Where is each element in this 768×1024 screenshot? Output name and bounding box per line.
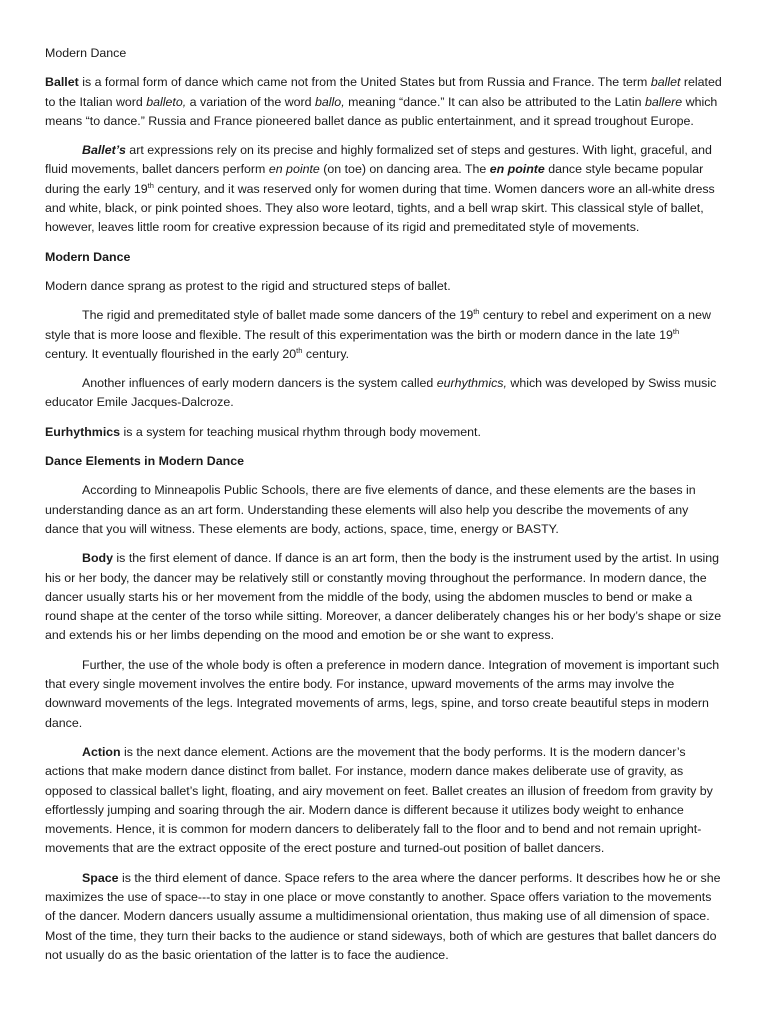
paragraph-action-element: Action is the next dance element. Actions are the movement that the body performs. It is the modern dancer’s actions that make modern dance distinct from ballet. For instance, modern dance makes deliberate use of gravity, as opposed to classical ballet’s light, floating, and airy movement on feet. Ballet creates an illusion of freedom from gravity by effortlessly jumping and soaring through the air. Modern dance is different because it utilizes body weight to enhance movements. Hence, it is common for modern dancers to deliberately fall to the floor and to bend and not remain upright-movements that are the extract opposite of the erect posture and turned-out position of ballet dancers. — [45, 744, 713, 856]
section-heading-modern-dance: Modern Dance — [45, 249, 131, 264]
paragraph-ballet-art: Ballet’s art expressions rely on its precise and highly formalized set of steps and gestures. With light, graceful, and fluid movements, ballet dancers perform en pointe (on toe) on dancing area. The en pointe dance style became popular during the early 19th century, and it was reserved only for women during that time. Women dancers wore an all-white dress and white, black, or pink pointed shoes. They also wore leotard, tights, and a bell wrap skirt. This classical style of ballet, however, leaves little room for creative expression because of its rigid and premeditated style of movements. — [45, 143, 715, 235]
paragraph-eurhythmics-influence: Another influences of early modern dancers is the system called eurhythmics, which was developed by Swiss music educator Emile Jacques-Dalcroze. — [45, 376, 717, 410]
section-heading-dance-elements: Dance Elements in Modern Dance — [45, 454, 244, 469]
paragraph-elements-intro: According to Minneapolis Public Schools, there are five elements of dance, and these elements are the bases in understanding dance as an art form. Understanding these elements will also help you describe the movements of any dance that you will witness. These elements are body, actions, space, time, energy or BASTY. — [45, 483, 696, 536]
paragraph-whole-body: Further, the use of the whole body is often a preference in modern dance. Integration of movement is important such that every single movement involves the entire body. For instance, upward movements of the arms may involve the downward movements of the legs. Integrated movements of arms, legs, spine, and torso create beautiful steps in modern dance. — [45, 657, 720, 730]
term-body: Body — [82, 551, 113, 566]
document-title: Modern Dance — [45, 46, 127, 60]
paragraph-ballet-intro: Ballet is a formal form of dance which came not from the United States but from Russia and France. The term ballet related to the Italian word balleto, a variation of the word ballo, meaning “dance.” It can also be attributed to the Latin ballere which means “to dance.” Russia and France pioneered ballet dance as public entertainment, and it spread troughout Europe. — [45, 75, 722, 128]
document-page — [45, 44, 725, 975]
paragraph-modern-protest: Modern dance sprang as protest to the rigid and structured steps of ballet. — [45, 278, 451, 293]
term-space: Space — [82, 870, 119, 885]
paragraph-eurhythmics-definition: Eurhythmics is a system for teaching musical rhythm through body movement. — [45, 424, 481, 439]
term-ballets: Ballet’s — [82, 143, 126, 158]
term-eurhythmics: Eurhythmics — [45, 424, 121, 439]
paragraph-modern-origin: The rigid and premeditated style of ballet made some dancers of the 19th century to rebel and experiment on a new style that is more loose and flexible. The result of this experimentation was the birth or modern dance in the late 19th century. It eventually flourished in the early 20th century. — [45, 307, 711, 361]
term-ballet: Ballet — [45, 75, 79, 90]
paragraph-space-element: Space is the third element of dance. Space refers to the area where the dancer performs. It describes how he or she maximizes the use of space---to stay in one place or move constantly to another. Space offers variation to the movements of the dancer. Modern dancers usually assume a multidimensional orientation, thus making use of all dimension of space. Most of the time, they turn their backs to the audience or stand sideways, both of which are gestures that ballet dancers do not usually do as the basic orientation of the latter is to face the audience. — [45, 870, 721, 962]
paragraph-body-element: Body is the first element of dance. If dance is an art form, then the body is the instrument used by the artist. In using his or her body, the dancer may be relatively still or constantly moving throughout the performance. In modern dance, the dancer usually starts his or her movement from the middle of the body, using the abdomen muscles to bend or make a round shape at the center of the torso while sitting. Moreover, a dancer deliberately changes his or her body’s shape or size and extends his or her limbs depending on the mood and emotion be or she want to express. — [45, 551, 722, 643]
term-action: Action — [82, 744, 121, 759]
